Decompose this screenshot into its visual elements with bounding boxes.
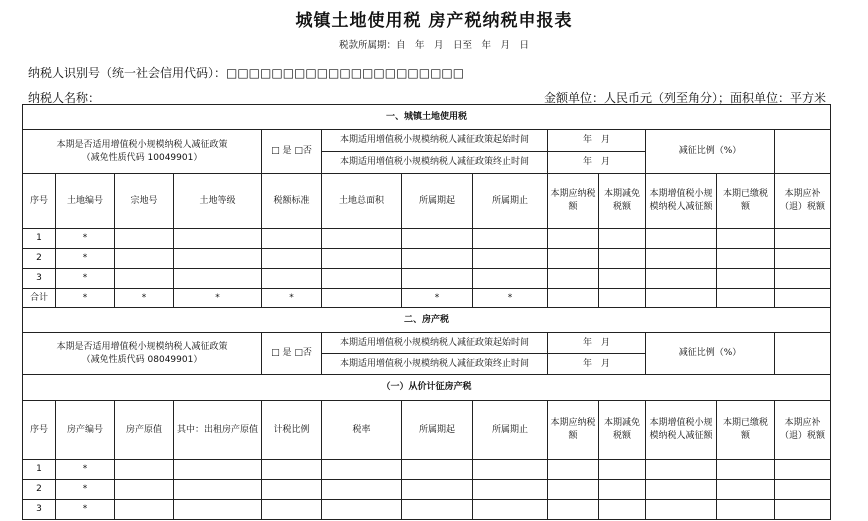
land-ratio-label: 减征比例（%） xyxy=(646,130,775,174)
property-col-11: 本期已缴税额 xyxy=(717,401,775,460)
land-ratio-value[interactable] xyxy=(775,130,831,174)
row-mark: * xyxy=(56,460,115,480)
land-col-9: 本期减免税额 xyxy=(599,174,646,229)
input-cell[interactable] xyxy=(548,249,599,269)
input-cell[interactable] xyxy=(717,500,775,520)
land-col-11: 本期已缴税额 xyxy=(717,174,775,229)
row-mark: * xyxy=(56,229,115,249)
input-cell[interactable] xyxy=(775,269,831,289)
row-mark: * xyxy=(56,480,115,500)
input-cell[interactable] xyxy=(174,249,262,269)
input-cell[interactable] xyxy=(473,460,548,480)
input-cell[interactable] xyxy=(548,460,599,480)
property-section-title: 二、房产税 xyxy=(23,308,831,333)
input-cell[interactable] xyxy=(599,460,646,480)
total-mark: * xyxy=(402,289,473,308)
input-cell[interactable] xyxy=(717,249,775,269)
total-mark: * xyxy=(262,289,322,308)
input-cell[interactable] xyxy=(599,229,646,249)
input-cell[interactable] xyxy=(174,229,262,249)
input-cell[interactable] xyxy=(322,480,402,500)
land-policy-row-start xyxy=(23,130,831,152)
property-col-2: 房产原值 xyxy=(115,401,174,460)
row-number: 3 xyxy=(23,500,56,520)
input-cell[interactable] xyxy=(646,269,717,289)
input-cell[interactable] xyxy=(402,460,473,480)
land-section-row xyxy=(23,105,831,130)
input-cell[interactable] xyxy=(717,480,775,500)
property-policy-line1: 本期是否适用增值税小规模纳税人减征政策 xyxy=(56,341,228,352)
input-cell[interactable] xyxy=(322,229,402,249)
row-number: 1 xyxy=(23,229,56,249)
row-number: 3 xyxy=(23,269,56,289)
input-cell[interactable] xyxy=(402,480,473,500)
property-end-year-month[interactable]: 年 月 xyxy=(548,354,646,375)
land-col-4: 税额标准 xyxy=(262,174,322,229)
input-cell[interactable] xyxy=(775,500,831,520)
property-column-header-row xyxy=(23,401,831,460)
property-row xyxy=(23,480,831,500)
property-col-6: 所属期起 xyxy=(402,401,473,460)
row-mark: * xyxy=(56,249,115,269)
input-cell[interactable] xyxy=(775,229,831,249)
land-policy-line2: （减免性质代码 10049901） xyxy=(81,152,203,163)
taxpayer-id-label: 纳税人识别号（统一社会信用代码）：□□□□□□□□□□□□□□□□□□□□□ xyxy=(28,66,465,80)
land-col-0: 序号 xyxy=(23,174,56,229)
input-cell[interactable] xyxy=(646,249,717,269)
input-cell[interactable] xyxy=(646,460,717,480)
input-cell[interactable] xyxy=(402,269,473,289)
taxpayer-name-label: 纳税人名称： xyxy=(28,91,101,105)
property-start-label: 本期适用增值税小规模纳税人减征政策起始时间 xyxy=(322,333,548,354)
input-cell[interactable] xyxy=(322,500,402,520)
input-cell[interactable] xyxy=(548,289,599,308)
land-col-7: 所属期止 xyxy=(473,174,548,229)
declaration-table xyxy=(22,104,831,520)
input-cell[interactable] xyxy=(646,480,717,500)
land-col-5: 土地总面积 xyxy=(322,174,402,229)
land-col-8: 本期应纳税额 xyxy=(548,174,599,229)
property-col-10: 本期增值税小规模纳税人减征额 xyxy=(646,401,717,460)
property-col-0: 序号 xyxy=(23,401,56,460)
total-mark: * xyxy=(473,289,548,308)
land-col-10: 本期增值税小规模纳税人减征额 xyxy=(646,174,717,229)
input-cell[interactable] xyxy=(174,480,262,500)
input-cell[interactable] xyxy=(548,480,599,500)
units-label: 金额单位：人民币元（列至角分）；面积单位：平方米 xyxy=(543,91,826,105)
land-policy-line1: 本期是否适用增值税小规模纳税人减征政策 xyxy=(56,139,228,150)
property-col-1: 房产编号 xyxy=(56,401,115,460)
input-cell[interactable] xyxy=(262,480,322,500)
input-cell[interactable] xyxy=(717,269,775,289)
property-yes-no-checkbox[interactable]: □ 是 □否 xyxy=(262,333,322,375)
input-cell[interactable] xyxy=(548,229,599,249)
input-cell[interactable] xyxy=(402,249,473,269)
land-column-header-row xyxy=(23,174,831,229)
land-row xyxy=(23,269,831,289)
input-cell[interactable] xyxy=(775,480,831,500)
input-cell[interactable] xyxy=(775,289,831,308)
input-cell[interactable] xyxy=(115,269,174,289)
property-ratio-label: 减征比例（%） xyxy=(646,333,775,375)
input-cell[interactable] xyxy=(115,249,174,269)
input-cell[interactable] xyxy=(115,500,174,520)
input-cell[interactable] xyxy=(717,229,775,249)
land-section-title: 一、城镇土地使用税 xyxy=(23,105,831,130)
input-cell[interactable] xyxy=(599,500,646,520)
input-cell[interactable] xyxy=(262,229,322,249)
property-row xyxy=(23,500,831,520)
row-number: 2 xyxy=(23,249,56,269)
input-cell[interactable] xyxy=(717,289,775,308)
property-end-label: 本期适用增值税小规模纳税人减征政策终止时间 xyxy=(322,354,548,375)
input-cell[interactable] xyxy=(775,249,831,269)
land-start-year-month[interactable]: 年 月 xyxy=(548,130,646,152)
input-cell[interactable] xyxy=(262,249,322,269)
input-cell[interactable] xyxy=(548,500,599,520)
property-ratio-value[interactable] xyxy=(775,333,831,375)
property-policy-cell xyxy=(23,333,262,375)
total-mark: * xyxy=(174,289,262,308)
property-row xyxy=(23,460,831,480)
input-cell[interactable] xyxy=(402,229,473,249)
property-start-year-month[interactable]: 年 月 xyxy=(548,333,646,354)
land-row xyxy=(23,229,831,249)
input-cell[interactable] xyxy=(473,269,548,289)
input-cell[interactable] xyxy=(402,500,473,520)
land-policy-cell xyxy=(23,130,262,174)
land-start-label: 本期适用增值税小规模纳税人减征政策起始时间 xyxy=(322,130,548,152)
row-number: 2 xyxy=(23,480,56,500)
input-cell[interactable] xyxy=(599,480,646,500)
input-cell[interactable] xyxy=(115,460,174,480)
input-cell[interactable] xyxy=(473,249,548,269)
input-cell[interactable] xyxy=(322,249,402,269)
input-cell[interactable] xyxy=(599,289,646,308)
input-cell[interactable] xyxy=(599,269,646,289)
input-cell[interactable] xyxy=(646,289,717,308)
input-cell[interactable] xyxy=(646,500,717,520)
input-cell[interactable] xyxy=(174,269,262,289)
input-cell[interactable] xyxy=(599,249,646,269)
form-title: 城镇土地使用税 房产税纳税申报表 xyxy=(295,11,573,31)
land-end-year-month[interactable]: 年 月 xyxy=(548,152,646,174)
row-mark: * xyxy=(56,269,115,289)
property-col-4: 计税比例 xyxy=(262,401,322,460)
input-cell[interactable] xyxy=(262,460,322,480)
input-cell[interactable] xyxy=(322,269,402,289)
land-col-2: 宗地号 xyxy=(115,174,174,229)
input-cell[interactable] xyxy=(115,229,174,249)
property-col-5: 税率 xyxy=(322,401,402,460)
land-col-1: 土地编号 xyxy=(56,174,115,229)
land-col-3: 土地等级 xyxy=(174,174,262,229)
input-cell[interactable] xyxy=(262,269,322,289)
property-subsection-title: （一）从价计征房产税 xyxy=(23,375,831,401)
input-cell[interactable] xyxy=(646,229,717,249)
total-mark: * xyxy=(115,289,174,308)
property-col-12: 本期应补（退）税额 xyxy=(775,401,831,460)
input-cell[interactable] xyxy=(322,460,402,480)
tax-period-line: 税款所属期：自 年 月 日至 年 月 日 xyxy=(338,40,529,51)
input-cell[interactable] xyxy=(473,229,548,249)
land-col-6: 所属期起 xyxy=(402,174,473,229)
property-col-8: 本期应纳税额 xyxy=(548,401,599,460)
input-cell[interactable] xyxy=(717,460,775,480)
total-mark: * xyxy=(56,289,115,308)
input-cell[interactable] xyxy=(174,500,262,520)
row-mark: * xyxy=(56,500,115,520)
total-label: 合计 xyxy=(23,289,56,308)
row-number: 1 xyxy=(23,460,56,480)
property-col-9: 本期减免税额 xyxy=(599,401,646,460)
property-col-7: 所属期止 xyxy=(473,401,548,460)
input-cell[interactable] xyxy=(174,460,262,480)
land-end-label: 本期适用增值税小规模纳税人减征政策终止时间 xyxy=(322,152,548,174)
input-cell[interactable] xyxy=(473,500,548,520)
input-cell[interactable] xyxy=(775,460,831,480)
property-section-row xyxy=(23,308,831,333)
property-policy-row-start xyxy=(23,333,831,354)
input-cell[interactable] xyxy=(262,500,322,520)
land-total-row xyxy=(23,289,831,308)
land-row xyxy=(23,249,831,269)
property-col-3: 其中：出租房产原值 xyxy=(174,401,262,460)
property-policy-line2: （减免性质代码 08049901） xyxy=(81,354,203,365)
land-yes-no-checkbox[interactable]: □ 是 □否 xyxy=(262,130,322,174)
property-subsection-row xyxy=(23,375,831,401)
land-col-12: 本期应补（退）税额 xyxy=(775,174,831,229)
input-cell[interactable] xyxy=(473,480,548,500)
input-cell[interactable] xyxy=(322,289,402,308)
input-cell[interactable] xyxy=(548,269,599,289)
input-cell[interactable] xyxy=(115,480,174,500)
